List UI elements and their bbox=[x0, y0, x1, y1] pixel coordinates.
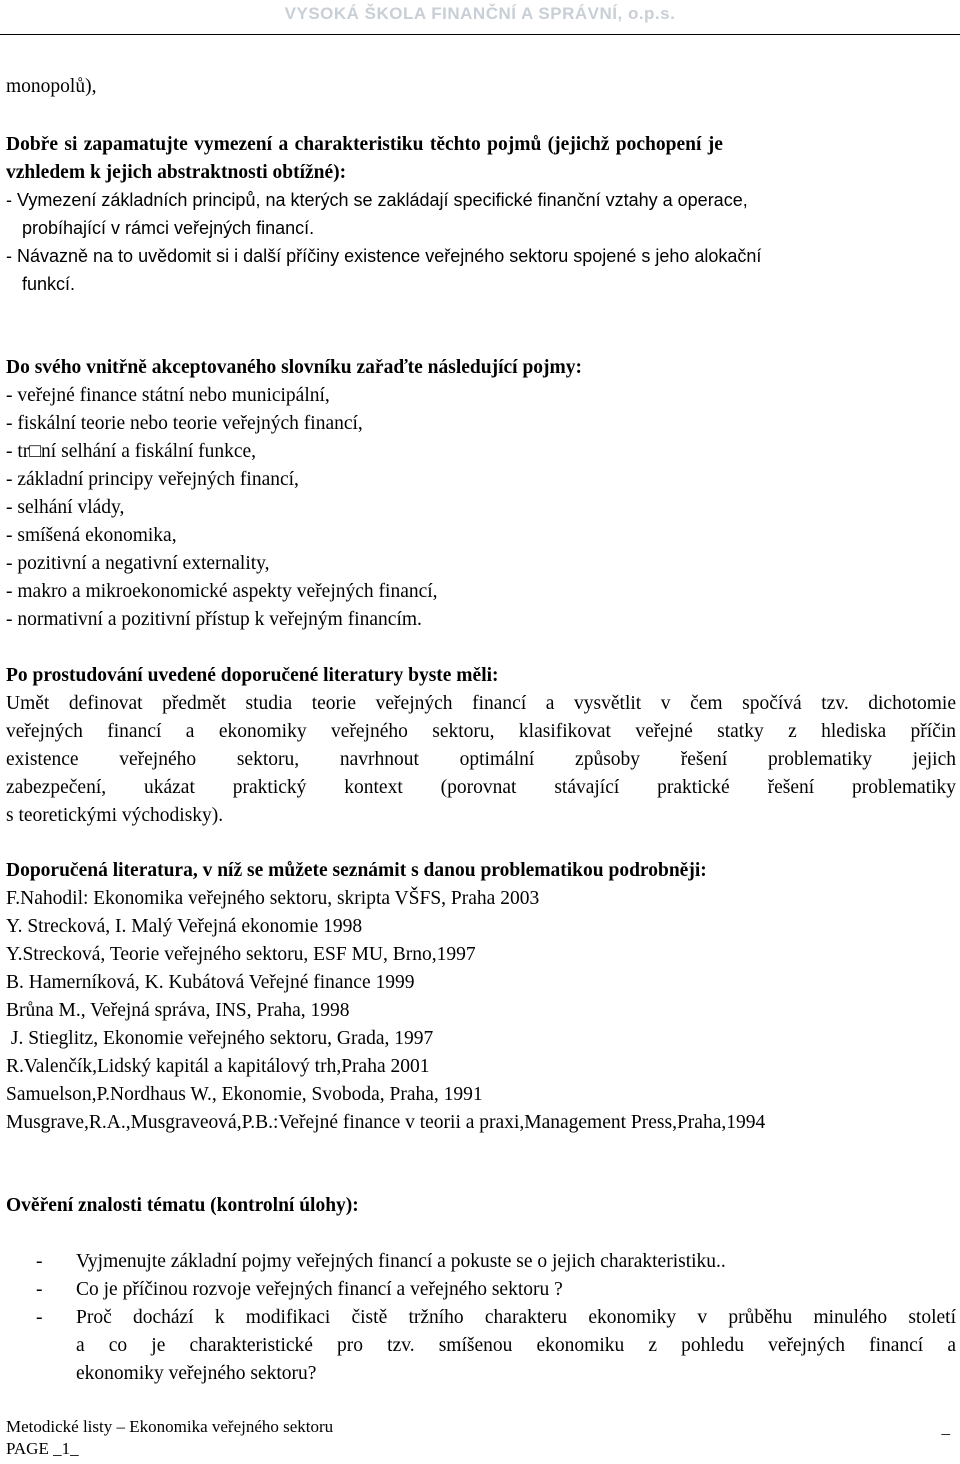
outcomes-line: veřejných financí a ekonomiky veřejného sektoru, klasifikovat veřejné statky z hlediska příčin bbox=[6, 721, 956, 742]
literature-item: J. Stieglitz, Ekonomie veřejného sektoru, Grada, 1997 bbox=[6, 1028, 434, 1049]
question-line: Co je příčinou rozvoje veřejných financí a veřejného sektoru ? bbox=[76, 1279, 563, 1300]
question-line: Vyjmenujte základní pojmy veřejných financí a pokuste se o jejich charakteristiku.. bbox=[76, 1251, 726, 1272]
remember-section bbox=[6, 131, 956, 298]
vocabulary-item: - pozitivní a negativní externality, bbox=[6, 553, 270, 574]
vocabulary-item: - normativní a pozitivní přístup k veřejným financím. bbox=[6, 609, 422, 630]
vocabulary-item: - makro a mikroekonomické aspekty veřejných financí, bbox=[6, 581, 438, 602]
fragment-line: monopolů), bbox=[6, 76, 97, 97]
footer-page-number: PAGE _1_ bbox=[6, 1439, 79, 1458]
literature-item: F.Nahodil: Ekonomika veřejného sektoru, skripta VŠFS, Praha 2003 bbox=[6, 888, 540, 909]
vocabulary-item: - fiskální teorie nebo teorie veřejných financí, bbox=[6, 413, 363, 434]
literature-item: Samuelson,P.Nordhaus W., Ekonomie, Svoboda, Praha, 1991 bbox=[6, 1084, 483, 1105]
remember-heading-line2: vzhledem k jejich abstraktnosti obtížné): bbox=[6, 162, 347, 183]
outcomes-line: s teoretickými východisky). bbox=[6, 805, 224, 826]
literature-item: B. Hamerníková, K. Kubátová Veřejné finance 1999 bbox=[6, 972, 415, 993]
literature-item: Brůna M., Veřejná správa, INS, Praha, 1998 bbox=[6, 1000, 350, 1021]
literature-item: R.Valenčík,Lidský kapitál a kapitálový trh,Praha 2001 bbox=[6, 1056, 430, 1077]
question-line: a co je charakteristické pro tzv. smíšenou ekonomiku z pohledu veřejných financí a bbox=[76, 1335, 956, 1356]
remember-bullet2-line1: - Návazně na to uvědomit si i další příčiny existence veřejného sektoru spojené s jeho alokační bbox=[6, 246, 762, 266]
question-item bbox=[36, 1248, 956, 1276]
vocabulary-item: - tr□ní selhání a fiskální funkce, bbox=[6, 441, 257, 462]
header-rule bbox=[0, 34, 960, 35]
remember-bullet1-line2: probíhající v rámci veřejných financí. bbox=[22, 217, 315, 238]
question-item bbox=[36, 1304, 956, 1388]
outcomes-heading: Po prostudování uvedené doporučené literatury byste měli: bbox=[6, 665, 499, 686]
remember-bullet2-line2: funkcí. bbox=[22, 273, 76, 294]
literature-item: Y. Strecková, I. Malý Veřejná ekonomie 1998 bbox=[6, 916, 363, 937]
literature-section bbox=[6, 857, 956, 1137]
verification-heading: Ověření znalosti tématu (kontrolní úlohy): bbox=[6, 1195, 359, 1216]
outcomes-section bbox=[6, 662, 956, 830]
outcomes-line: Umět definovat předmět studia teorie veřejných financí a vysvětlit v čem spočívá tzv. dichotomie bbox=[6, 693, 956, 714]
vocabulary-item: - smíšená ekonomika, bbox=[6, 525, 177, 546]
vocabulary-item: - základní principy veřejných financí, bbox=[6, 469, 299, 490]
vocabulary-item: - veřejné finance státní nebo municipální, bbox=[6, 385, 330, 406]
outcomes-line: zabezpečení, ukázat praktický kontext (porovnat stávající praktické řešení problematiky bbox=[6, 777, 956, 798]
literature-item: Musgrave,R.A.,Musgraveová,P.B.:Veřejné finance v teorii a praxi,Management Press,Praha,1994 bbox=[6, 1112, 766, 1133]
literature-item: Y.Strecková, Teorie veřejného sektoru, ESF MU, Brno,1997 bbox=[6, 944, 476, 965]
question-item bbox=[36, 1276, 956, 1304]
verification-section bbox=[6, 1192, 956, 1220]
literature-heading: Doporučená literatura, v níž se můžete seznámit s danou problematikou podrobněji: bbox=[6, 860, 707, 881]
fragment-text bbox=[6, 73, 956, 101]
question-line: ekonomiky veřejného sektoru? bbox=[76, 1363, 317, 1384]
remember-bullet1-line1: - Vymezení základních principů, na kterých se zakládají specifické finanční vztahy a operace, bbox=[6, 190, 748, 210]
outcomes-line: existence veřejného sektoru, navrhnout optimální způsoby řešení problematiky jejich bbox=[6, 749, 956, 770]
vocabulary-section bbox=[6, 354, 956, 634]
question-dash: - bbox=[36, 1307, 43, 1328]
question-list bbox=[36, 1248, 956, 1388]
remember-heading-line1: Dobře si zapamatujte vymezení a charakteristiku těchto pojmů (jejichž pochopení je bbox=[6, 134, 723, 155]
page-header: VYSOKÁ ŠKOLA FINANČNÍ A SPRÁVNÍ, o.p.s. bbox=[284, 4, 676, 23]
vocabulary-heading: Do svého vnitřně akceptovaného slovníku zařaďte následující pojmy: bbox=[6, 357, 583, 378]
question-line: Proč dochází k modifikaci čistě tržního charakteru ekonomiky v průběhu minulého století bbox=[76, 1307, 956, 1328]
footer-title: Metodické listy – Ekonomika veřejného sektoru bbox=[6, 1417, 334, 1436]
page-footer bbox=[6, 1416, 333, 1460]
question-dash: - bbox=[36, 1251, 43, 1272]
outcomes-paragraph bbox=[6, 690, 956, 830]
footer-right-mark: _ bbox=[941, 1418, 950, 1437]
vocabulary-item: - selhání vlády, bbox=[6, 497, 125, 518]
question-dash: - bbox=[36, 1279, 43, 1300]
